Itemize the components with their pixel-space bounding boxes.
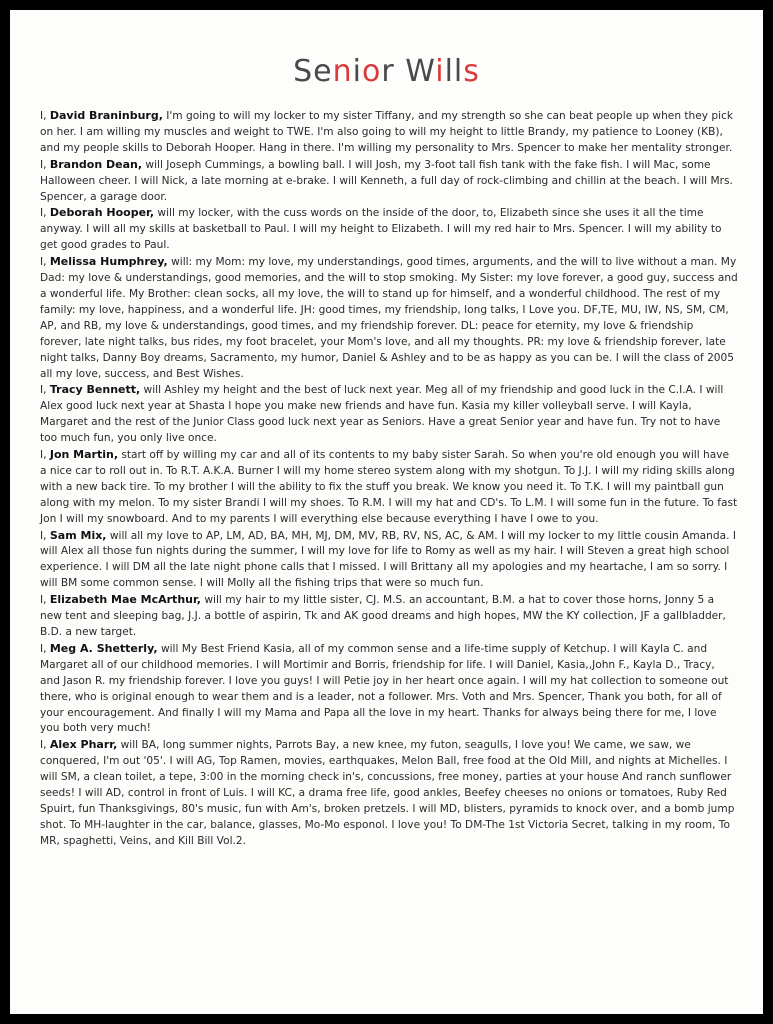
- title-letter: W: [405, 54, 436, 89]
- will-prefix: I,: [40, 642, 50, 655]
- senior-name: Sam Mix,: [49, 528, 107, 542]
- wills-list: [40, 108, 738, 850]
- title-letter: n: [332, 54, 353, 89]
- will-prefix: I,: [40, 449, 50, 462]
- will-text: will Ashley my height and the best of luck next year. Meg all of my friendship and good luck in the C.I.A. I will Alex good luck next year at Shasta I hope you make new friends and have fun. Kasia my killer volleyball serve. I will Kayla, Margaret and the rest of the Junior Class good luck next year as Seniors. Have a great Senior year and have fun. Try not to have too much fun, you only live once.: [40, 384, 724, 445]
- will-text: will Joseph Cummings, a bowling ball. I will Josh, my 3-foot tall fish tank with the fake fish. I will Mac, some Halloween cheer. I will Nick, a late morning at e-brake. I will Kenneth, a full day of rock-climbing and chillin at the beach. I will Mrs. Spencer, a garage door.: [40, 158, 733, 203]
- will-entry: [40, 157, 738, 206]
- will-entry: [40, 592, 738, 641]
- title-letter: ll: [444, 54, 464, 89]
- will-prefix: I,: [40, 739, 50, 752]
- title-letter: s: [463, 54, 480, 89]
- yearbook-page: [10, 10, 763, 1014]
- title-space: [395, 54, 406, 89]
- will-text: will my hair to my little sister, CJ. M.S. an accountant, B.M. a hat to cover those horns, Jonny 5 a new tent and sleeping bag, J.J. a bottle of aspirin, Tk and AK good dreams and high hopes, MW the KY collection, JF a gallbladder, B.D. a new target.: [40, 594, 726, 638]
- senior-name: Melissa Humphrey,: [49, 255, 168, 269]
- will-prefix: I,: [40, 594, 50, 607]
- senior-name: Elizabeth Mae McArthur,: [49, 593, 201, 607]
- will-entry: [40, 205, 738, 254]
- will-prefix: I,: [40, 158, 50, 171]
- will-prefix: I,: [40, 110, 50, 122]
- will-prefix: I,: [40, 207, 50, 220]
- will-text: will: my Mom: my love, my understandings, good times, arguments, and the will to live without a man. My Dad: my love & understandings, good memories, and the will to stop smoking. My Sister: my love forever, a good guy, success and a wonderful life. My Brother: clean socks, all my love, the will to stand up for himself, and a wonderful childhood. The rest of my family: my love, happiness, and a wonderful life. JH: good times, my friendship, long talks, I Love you. DF,TE, MU, IW, NS, SM, CM, AP, and RB, my love & understandings, good times, and my friendship forever. DL: peace for eternity, my love & friendship forever, late night talks, bus rides, my foot bracelet, your Mom's love, and all my thoughts. PR: my love & friendship forever, late night talks, Danny Boy dreams, Sacramento, my humor, Daniel & Ashley and to be as happy as you can be. I will the class of 2005 all my love, success, and Best Wishes.: [40, 256, 738, 380]
- will-text: will My Best Friend Kasia, all of my common sense and a life-time supply of Ketchup. I will Kayla C. and Margaret all of our childhood memories. I will Mortimir and Borris, friendship for life. I will Daniel, Kasia,,John F., Kayla D., Tracy, and Jason R. my friendship forever. I love you guys! I will Petie joy in her heart once again. I will my hat collection to someone out there, who is original enough to wear them and is a leader, not a follower. Mrs. Voth and Mrs. Spencer, Thank you both, for all of your encouragement. And finally I will my Mama and Papa all the love in my heart. Thanks for always being there for me, I love you both very much!: [40, 642, 729, 735]
- will-text: I'm going to will my locker to my sister Tiffany, and my strength so she can beat people up when they pick on her. I am willing my muscles and weight to TWE. I'm also going to will my height to little Brandy, my patience to Looney (KB), and my people skills to Deborah Hooper. Hang in there. I'm willing my personality to Mrs. Spencer to make her mentality stronger.: [40, 110, 734, 154]
- title-letter: Se: [293, 54, 333, 89]
- title-letter: o: [361, 54, 382, 89]
- will-entry: [40, 447, 738, 528]
- will-entry: [40, 382, 738, 447]
- will-entry: [40, 737, 738, 849]
- title-letter: r: [381, 54, 395, 89]
- will-text: start off by willing my car and all of its contents to my baby sister Sarah. So when you're old enough you will have a nice car to roll out in. To R.T. A.K.A. Burner I will my home stereo system along with my shotgun. To J.J. I will my riding skills along with a new back tire. To my brother I will the ability to fix the stuff you break. We know you need it. To T.K. I will my paintball gun along with my melon. To my sister Brandi I will my shoes. To R.M. I will my hat and CD's. To L.M. I will some fun in the future. To fast Jon I will my snowboard. And to my parents I will everything else because everything I have I owe to you.: [40, 449, 738, 525]
- title-letter: i: [352, 54, 362, 89]
- will-prefix: I,: [40, 384, 50, 397]
- senior-name: Jon Martin,: [49, 448, 119, 462]
- senior-name: Tracy Bennett,: [49, 383, 141, 397]
- senior-name: Deborah Hooper,: [49, 206, 155, 220]
- will-text: will all my love to AP, LM, AD, BA, MH, MJ, DM, MV, RB, RV, NS, AC, & AM. I will my locker to my little cousin Amanda. I will Alex all those fun nights during the summer, I will my love for life to Romy as well as my hair. I will Steven a great high school experience. I will DM all the late night phone calls that I missed. I will Brittany all my apologies and my heartache, I am so sorry. I will BM some common sense. I will Molly all the fishing trips that were so much fun.: [40, 529, 736, 590]
- title-letter: i: [435, 54, 445, 89]
- will-entry: [40, 641, 738, 737]
- will-entry: [40, 108, 738, 157]
- will-text: will my locker, with the cuss words on the inside of the door, to, Elizabeth since she uses it all the time anyway. I will all my skills at basketball to Paul. I will my height to Elizabeth. I will my red hair to Mrs. Spencer. I will my ability to get good grades to Paul.: [40, 207, 722, 252]
- will-prefix: I,: [40, 529, 50, 542]
- page-title: [10, 54, 763, 89]
- will-entry: [40, 528, 738, 593]
- will-entry: [40, 254, 738, 382]
- senior-name: Meg A. Shetterly,: [49, 641, 158, 655]
- senior-name: David Braninburg,: [49, 109, 163, 122]
- will-text: will BA, long summer nights, Parrots Bay, a new knee, my futon, seagulls, I love you! We came, we saw, we conquered, I'm out '05'. I will AG, Top Ramen, movies, earthquakes, Melon Ball, free food at the Old Mill, and nights at Michelles. I will SM, a clean toilet, a tepe, 3:00 in the morning check in's, concussions, free money, parties at your house And ranch sunflower seeds! I will AD, control in front of Luis. I will KC, a drama free life, good ankles, Beefey cheeses no onions or tomatoes, Ruby Red Spuirt, fun Thanksgivings, 80's music, fun with Am's, broken pretzels. I will MD, blisters, pyramids to knock over, and a bomb jump shot. To MH-laughter in the car, balance, glasses, Mo-Mo esponol. I love you! To DM-The 1st Victoria Secret, talking in my room, To MR, spaghetti, Veins, and Kill Bill Vol.2.: [40, 739, 735, 847]
- senior-name: Alex Pharr,: [49, 738, 118, 752]
- will-prefix: I,: [40, 256, 50, 269]
- senior-name: Brandon Dean,: [49, 157, 143, 171]
